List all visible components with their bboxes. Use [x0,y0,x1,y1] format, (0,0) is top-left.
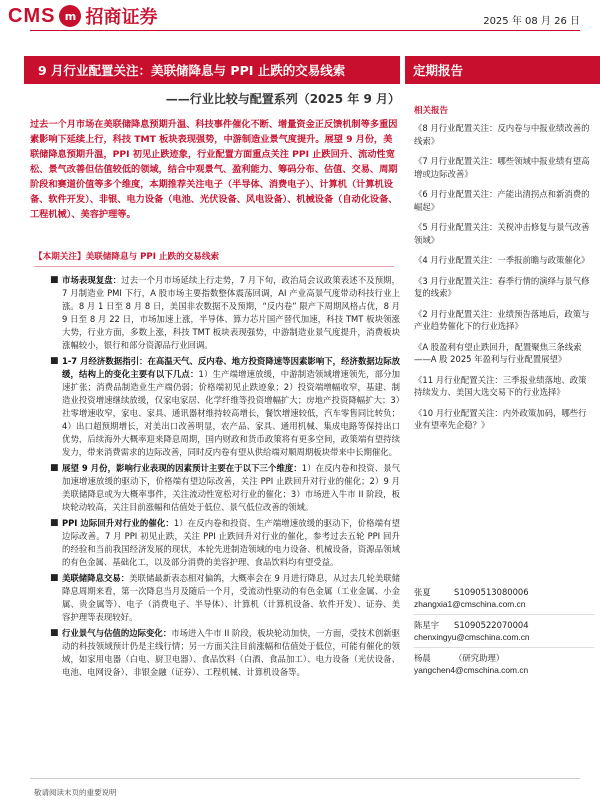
related-report-link[interactable]: 《A 股盈利有望止跌回升，配置聚焦三条线索——A 股 2025 年盈利与行业配置展望》 [414,341,582,364]
logo-company-name: 招商证券 [85,7,158,27]
bullet-item [50,517,400,569]
focus-section-label: 【本期关注】美联储降息与 PPI 止跌的交易线索 [34,250,394,267]
bullet-item [50,274,400,352]
abstract-paragraph: 过去一个月市场在美联储降息预期升温、科技事件催化不断、增量资金正反馈机制等多重因素影响下延续上行，科技 TMT 板块表现强势，中游制造业景气度提升。展望 9 月份，美联储降息预期升温，PPI 初见止跌迹象，行业配置方面重点关注 PPI 止跌回升、流动性宽松、景气改善但估值较低的领域，结合中观景气、盈利能力、筹码分布、估值、交易、周期阶段和赛道价值等多个维度，本期推荐关注电子（半导体、消费电子）、计算机（计算机设备、软件开发）、非银、电力设备（电池、光伏设备、风电设备）、机械设备（自动化设备、工程机械）、美容护理等。 [30,119,398,220]
bullet-text: 美联储最新表态相对偏鸽，大概率会在 9 月进行降息，从过去几轮美联储降息周期来看，第一次降息当月及随后一个月，受流动性驱动的有色金属（工业金属、小金属、贵金属等）、电子（消费电子、半导体）、计算机（计算机设备、软件开发）、证券、美容护理等表现较好。 [62,573,401,622]
bullet-text: 过去一个月市场延续上行走势，7 月下旬，政治局会议政策表述不及预期，7 月制造业 PMI 下行，A 股市场主要指数整体震荡回调，AI 产业高景气度带动科技行业上涨。8 月 1 日至 8 月 8 日，美国非农数据不及预期，“反内卷” 限产下周期风格占优，8 月 9 日至 8 月 22 日，市场加速上涨，半导体、算力芯片国产替代加速，科技 TMT 板块领涨大势，行业方面，多数上涨，科技 TMT 板块表现强势，中游制造业景气度提升，消费板块涨幅较小，银行和部分资源品行业回调。 [62,275,400,350]
bullet-item [50,572,400,624]
analyst-cert: （研究助理） [454,653,505,663]
related-report-link[interactable]: 《4 月行业配置关注：一季报前瞻与政策催化》 [414,255,590,265]
bullet-item [50,627,400,679]
divider [414,614,594,615]
bullet-icon: ■ [50,573,59,583]
analyst-email[interactable]: chenxingyu@cmschina.com.cn [414,632,530,642]
bullet-item [50,462,400,514]
bullet-lead: PPI 边际回升对行业的催化： [62,518,174,528]
analyst-email[interactable]: yangchen4@cmschina.com.cn [414,665,529,675]
related-report-link[interactable]: 《10 月行业配置关注：内外政策加码，哪些行业有望率先企稳？》 [414,407,587,430]
analyst-entry [414,586,594,610]
bullet-lead: 行业景气与估值的边际变化： [62,628,172,638]
analyst-name: 杨晨 [414,653,431,663]
related-report-link[interactable]: 《11 月行业配置关注：三季报业绩落地、政策持续发力、美国大选交易下的行业选择》 [414,374,587,397]
bullet-icon: ■ [50,518,59,528]
report-type-badge: 定期报告 [405,56,600,84]
analyst-list [414,586,594,680]
report-title: 9 月行业配置关注：美联储降息与 PPI 止跌的交易线索 [24,56,400,84]
related-report-link[interactable]: 《6 月行业配置关注：产能出清拐点和新消费的崛起》 [414,189,590,212]
bullet-icon: ■ [50,463,59,473]
bullet-lead: 1-7 月经济数据指引：在高温天气、反内卷、地方投资降速等因素影响下，经济数据边际放缓，结构上的变化主要有以下几点： [62,356,400,379]
analyst-cert: S1090522070004 [454,620,529,630]
report-date: 2025 年 08 月 26 日 [483,16,580,27]
related-reports [414,104,594,440]
related-report-link[interactable]: 《5 月行业配置关注：关税冲击修复与景气改善领域》 [414,222,590,245]
bullet-text: 1）在反内卷和投资、生产端增速放缓的驱动下，价格端有望边际改善。7 月 PPI 初见止跌，关注 PPI 止跌回升对行业的催化，参考过去五轮 PPI 回升的经验和当前我国经济发展的现状，本轮先进制造领域的电力设备、机械设备，资源品领域的有色金属、基础化工，以及部分消费的美容护理、食品饮料均有望受益。 [62,518,401,567]
related-reports-heading: 相关报告 [414,106,449,116]
bullet-lead: 美联储降息交易： [62,573,130,583]
bullet-item [50,355,400,459]
bullet-list [50,274,400,682]
analyst-entry [414,619,594,643]
bullet-text: 市场进入牛市 II 阶段，板块轮动加快，一方面，受技术创新驱动的科技领域预计仍是主线行情；另一方面关注目前涨幅和估值处于低位，可能有催化的领域，如家用电器（白电、厨卫电器）、食品饮料（白酒、食品加工）、电力设备（光伏设备、电池、电网设备）、非银金融（证券）、工程机械、计算机设备等。 [62,628,401,677]
logo-seal-icon: m [59,5,81,27]
bullet-icon: ■ [50,275,59,285]
related-report-link[interactable]: 《3 月行业配置关注：春季行情的演绎与景气修复的线索》 [414,275,590,298]
related-report-link[interactable]: 《7 月行业配置关注：哪些领域中报业绩有望高增或边际改善》 [414,156,590,179]
footer-divider [30,778,580,779]
bullet-lead: 展望 9 月份，影响行业表现的因素预计主要在于以下三个维度： [62,463,302,473]
bullet-lead: 市场表现复盘： [62,275,122,285]
footer-disclaimer: 敬请阅读末页的重要说明 [34,788,117,797]
bullet-text: 1）在反内卷和投资、景气加速增速放缓的驱动下，价格端有望边际改善，关注 PPI 止跌回升对行业的催化；2）9 月美联储降息或为大概率事件，关注流动性宽松对行业的催化；3）市场进入牛市 II 阶段，板块轮动较高，关注目前涨幅和估值处于低位、景气低位改善的领域。 [62,463,400,512]
analyst-email[interactable]: zhangxia1@cmschina.com.cn [414,599,526,609]
analyst-name: 张夏 [414,587,431,597]
bullet-icon: ■ [50,356,59,366]
analyst-entry [414,652,594,676]
related-report-link[interactable]: 《8 月行业配置关注：反内卷与中报业绩改善的线索》 [414,123,590,146]
bullet-icon: ■ [50,628,59,638]
divider [414,647,594,648]
report-subtitle: ——行业比较与配置系列（2025 年 9 月） [165,92,400,106]
bullet-text: 1）生产端增速放缓，中游制造领域增速领先，部分加速扩张；消费品制造业生产端仍弱；价格端初见止跌迹象；2）投资端增幅收窄，基建、制造业投资增速继续放缓，仅家电家居、化学纤维等投资增幅扩大；房地产投资降幅扩大；3）社零增速收窄，家电、家具、通讯器材维持较高增长，餐饮增速较低，汽车零售同比转负；4）出口超预期增长，对美出口改善明显，农产品、家具、通用机械、集成电路等保持出口优势，后续海外大概率迎来降息周期，国内财政和货币政策将有更多空间，政策端有望持续发力，带来消费需求的边际改善，同时反内卷有望从供给端对顺周期板块带来中长期催化。 [62,369,401,457]
related-report-link[interactable]: 《2 月行业配置关注：业绩预告落地后，政策与产业趋势催化下的行业选择》 [414,308,590,331]
analyst-name: 陈星宇 [414,620,440,630]
logo-cms-text: CMS [8,4,56,27]
analyst-cert: S1090513080006 [454,587,529,597]
header-divider [30,30,580,31]
cms-logo [8,2,157,30]
